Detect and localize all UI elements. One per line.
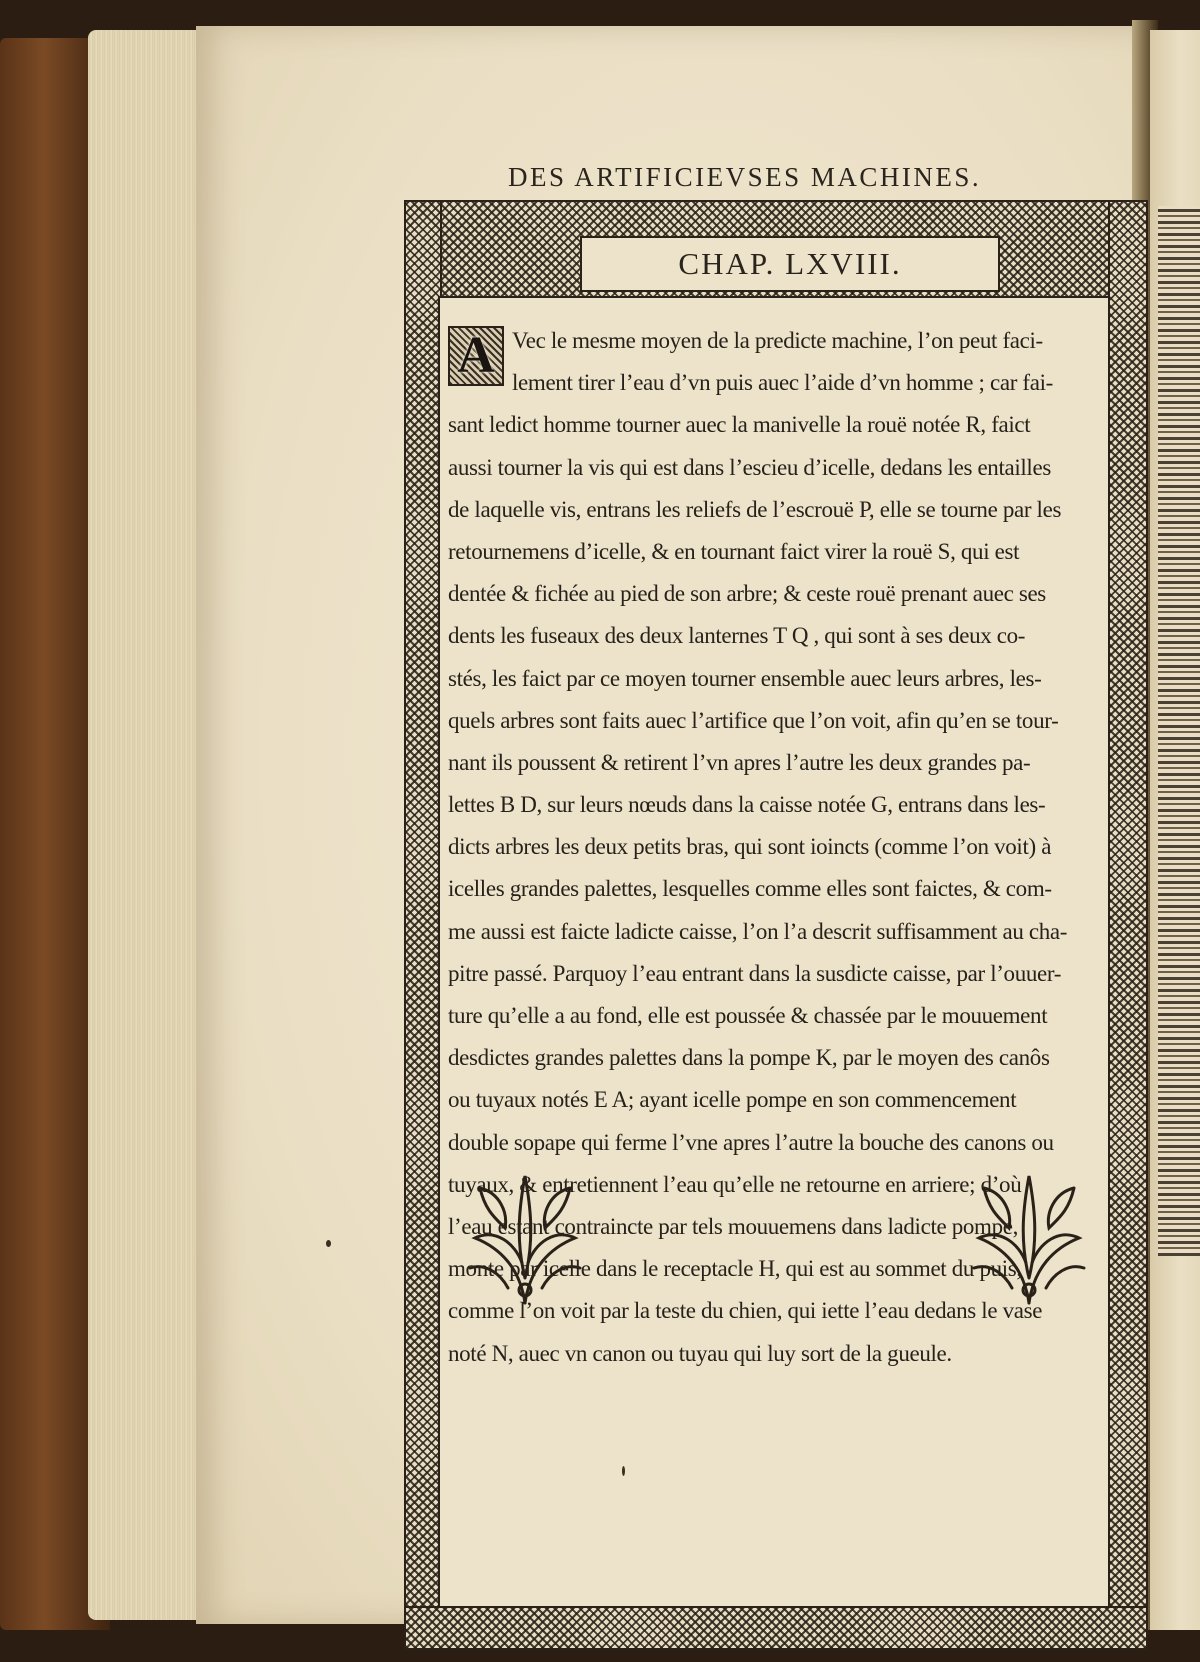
chapter-title: CHAP. LXVIII. bbox=[678, 246, 902, 281]
text-line: comme l’on voit par la teste du chien, qui iette l’eau dedans le vase bbox=[448, 1298, 1043, 1324]
chapter-body-text bbox=[448, 320, 1122, 1366]
text-line: sant ledict homme tourner auec la manivelle la rouë notée R, faict bbox=[448, 412, 1031, 438]
text-line: Vec le mesme moyen de la predicte machine, l’on peut faci- bbox=[512, 328, 1043, 353]
text-line: quels arbres sont faits auec l’artifice que l’on voit, afin qu’en se tour- bbox=[448, 707, 1059, 733]
text-line: nant ils poussent & retirent l’vn apres l’autre les deux grandes pa- bbox=[448, 749, 1031, 775]
paper-speck bbox=[326, 1240, 331, 1247]
text-line: noté N, auec vn canon ou tuyau qui luy sort de la gueule. bbox=[448, 1340, 952, 1366]
text-line: ou tuyaux notés E A; ayant icelle pompe en son commencement bbox=[448, 1087, 1017, 1113]
text-line: me aussi est faicte ladicte caisse, l’on l’a descrit suffisamment au cha- bbox=[448, 918, 1068, 944]
text-line: lement tirer l’eau d’vn puis auec l’aide d’vn homme ; car fai- bbox=[512, 370, 1053, 396]
text-line: monte par icelle dans le receptacle H, qui est au sommet du puis, bbox=[448, 1256, 1022, 1282]
text-line: double sopape qui ferme l’vne apres l’autre la bouche des canons ou bbox=[448, 1129, 1054, 1155]
decorated-initial: A bbox=[448, 326, 504, 386]
text-line: aussi tourner la vis qui est dans l’escieu d’icelle, dedans les entailles bbox=[448, 454, 1051, 480]
fleuron-ornament-right-icon bbox=[964, 1168, 1094, 1308]
facing-page-ornamental-border bbox=[1158, 206, 1200, 1256]
text-line: lettes B D, sur leurs nœuds dans la caisse notée G, entrans dans les- bbox=[448, 792, 1046, 818]
text-line: dents les fuseaux des deux lanternes T Q , qui sont à ses deux co- bbox=[448, 623, 1026, 649]
text-line: l’eau estant contraincte par tels mouuemens dans ladicte pompe, bbox=[448, 1213, 1018, 1239]
running-head: DES ARTIFICIEVSES MACHINES. bbox=[508, 162, 982, 192]
text-line: dicts arbres les deux petits bras, qui sont ioincts (comme l’on voit) à bbox=[448, 834, 1052, 860]
text-line: desdictes grandes palettes dans la pompe K, par le moyen des canôs bbox=[448, 1045, 1050, 1071]
text-line: tuyaux, & entretiennent l’eau qu’elle ne retourne en arriere; d’où bbox=[448, 1171, 1022, 1197]
text-line: pitre passé. Parquoy l’eau entrant dans la susdicte caisse, par l’ouuer- bbox=[448, 960, 1062, 986]
text-line: ture qu’elle a au fond, elle est poussée & chassée par le mouuement bbox=[448, 1003, 1048, 1028]
ornamental-frame-bottom bbox=[404, 1606, 1148, 1650]
text-line: stés, les faict par ce moyen tourner ensemble auec leurs arbres, les- bbox=[448, 665, 1042, 691]
page-stack-edge bbox=[88, 30, 208, 1620]
fleuron-ornament-left-icon bbox=[460, 1168, 590, 1308]
text-line: de laquelle vis, entrans les reliefs de l’escrouë P, elle se tourne par les bbox=[448, 496, 1062, 522]
paper-speck bbox=[622, 1466, 625, 1476]
text-line: retournemens d’icelle, & en tournant faict virer la rouë S, qui est bbox=[448, 538, 1020, 564]
text-line: icelles grandes palettes, lesquelles comme elles sont faictes, & com- bbox=[448, 876, 1052, 902]
ornamental-frame-left bbox=[404, 200, 442, 1650]
chapter-heading-box bbox=[580, 236, 1000, 292]
text-line: dentée & fichée au pied de son arbre; & ceste rouë prenant auec ses bbox=[448, 581, 1046, 607]
